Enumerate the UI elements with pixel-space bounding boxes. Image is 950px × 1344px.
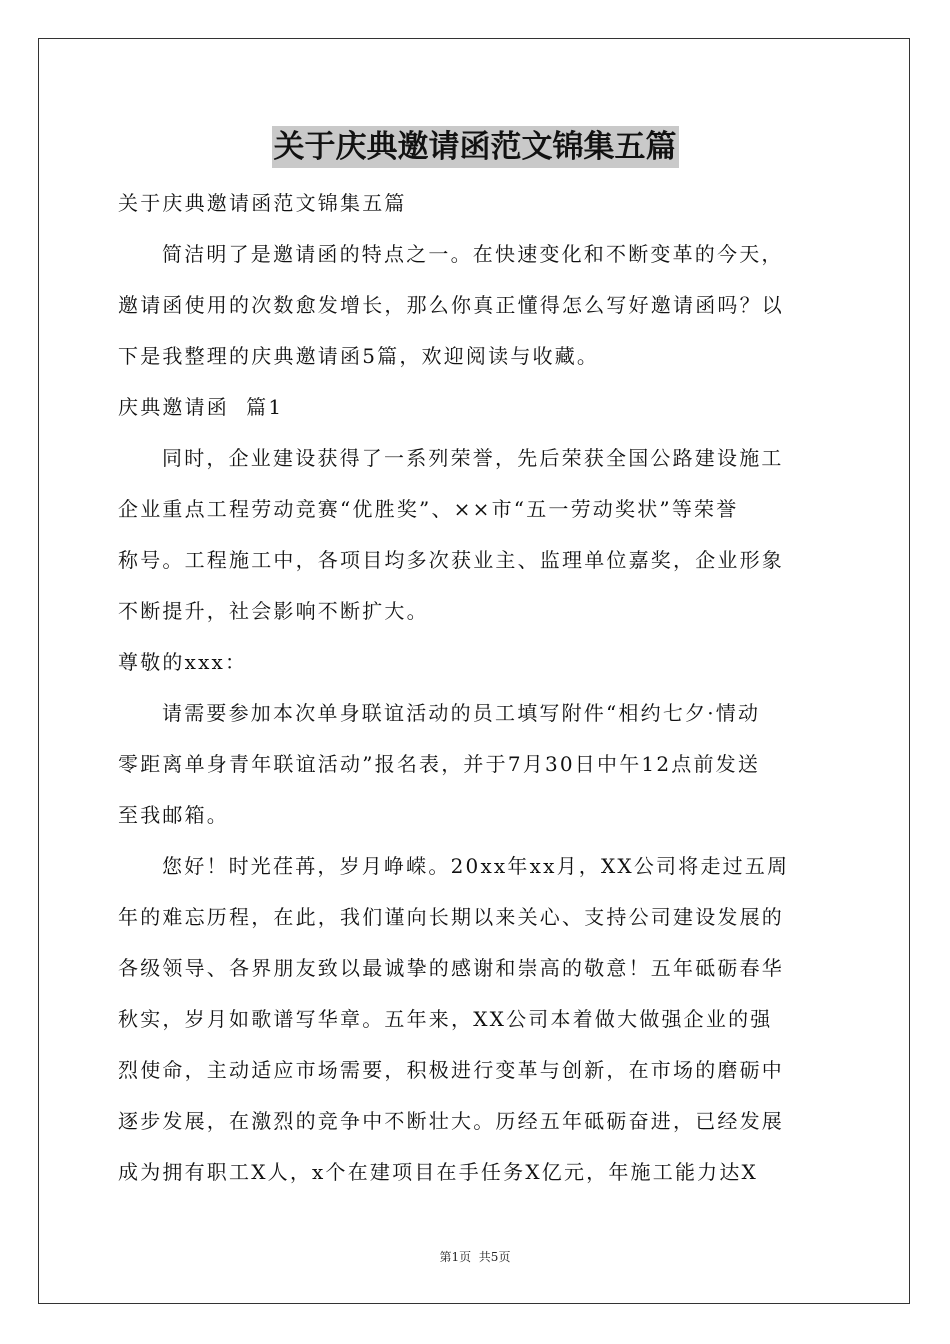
- paragraph-line: 您好！时光荏苒，岁月峥嵘。20xx年xx月，XX公司将走过五周: [162, 854, 790, 878]
- document-body: [118, 178, 838, 1198]
- paragraph-line: 年的难忘历程，在此，我们谨向长期以来关心、支持公司建设发展的: [118, 905, 784, 929]
- document-title: 关于庆典邀请函范文锦集五篇: [272, 126, 679, 168]
- intro-line: 邀请函使用的次数愈发增长，那么你真正懂得怎么写好邀请函吗？以: [118, 293, 784, 317]
- intro-line: 简洁明了是邀请函的特点之一。在快速变化和不断变革的今天，: [162, 242, 784, 266]
- page-footer: 第1页 共5页: [439, 1250, 511, 1264]
- paragraph-line: 请需要参加本次单身联谊活动的员工填写附件“相约七夕·情动: [162, 701, 761, 725]
- title-container: [0, 126, 950, 168]
- paragraph-line: 称号。工程施工中，各项目均多次获业主、监理单位嘉奖，企业形象: [118, 548, 784, 572]
- paragraph-line: 成为拥有职工X人，x个在建项目在手任务X亿元，年施工能力达X: [118, 1160, 758, 1184]
- intro-paragraph: [118, 229, 838, 382]
- paragraph-line: 同时，企业建设获得了一系列荣誉，先后荣获全国公路建设施工: [162, 446, 784, 470]
- section1-paragraph: [118, 433, 838, 637]
- paragraph-line: 烈使命，主动适应市场需要，积极进行变革与创新，在市场的磨砺中: [118, 1058, 784, 1082]
- section-heading: 庆典邀请函 篇1: [118, 395, 284, 419]
- paragraph-line: 企业重点工程劳动竞赛“优胜奖”、××市“五一劳动奖状”等荣誉: [118, 497, 739, 521]
- paragraph-line: 逐步发展，在激烈的竞争中不断壮大。历经五年砥砺奋进，已经发展: [118, 1109, 784, 1133]
- document-subtitle: 关于庆典邀请函范文锦集五篇: [118, 191, 407, 215]
- paragraph-line: 各级领导、各界朋友致以最诚挚的感谢和崇高的敬意！五年砥砺春华: [118, 956, 784, 980]
- section1b-paragraph: [118, 688, 838, 841]
- intro-line: 下是我整理的庆典邀请函5篇，欢迎阅读与收藏。: [118, 344, 600, 368]
- salutation: 尊敬的xxx：: [118, 650, 248, 674]
- paragraph-line: 不断提升，社会影响不断扩大。: [118, 599, 429, 623]
- section1c-paragraph: [118, 841, 838, 1198]
- paragraph-line: 零距离单身青年联谊活动”报名表，并于7月30日中午12点前发送: [118, 752, 761, 776]
- paragraph-line: 秋实，岁月如歌谱写华章。五年来，XX公司本着做大做强企业的强: [118, 1007, 773, 1031]
- paragraph-line: 至我邮箱。: [118, 803, 229, 827]
